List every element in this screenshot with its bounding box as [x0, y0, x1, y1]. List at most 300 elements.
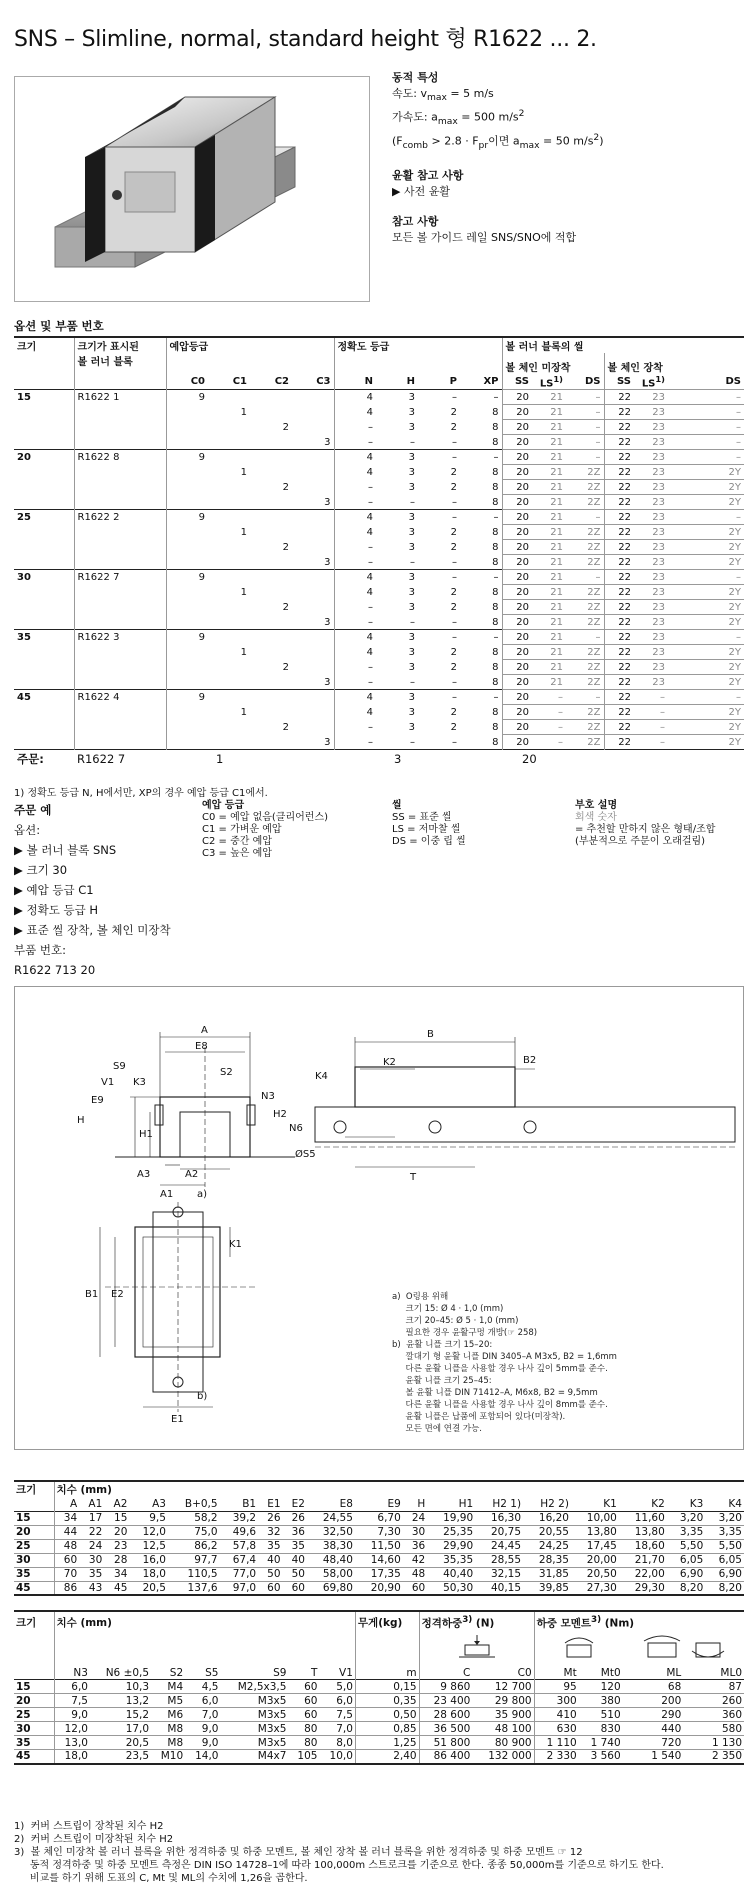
- value-cell: 20: [502, 540, 532, 555]
- value-cell: 38,30: [322, 1540, 353, 1552]
- value-cell: 60: [304, 1680, 318, 1693]
- value-cell: 8: [492, 421, 499, 433]
- value-cell: 1: [240, 406, 247, 418]
- part-number: R1622 713 20: [14, 963, 96, 977]
- value-cell: 22: [604, 690, 634, 705]
- note-heading: 참고 사항: [392, 214, 439, 228]
- value-cell: [208, 615, 250, 630]
- dim-E9: E9: [91, 1095, 104, 1106]
- value-cell: 32: [267, 1526, 281, 1538]
- value-cell: 3: [324, 436, 331, 448]
- part-cell: R1622 1: [74, 390, 166, 405]
- value-cell: 20: [502, 420, 532, 435]
- value-cell: 9,0: [201, 1736, 219, 1749]
- value-cell: M4: [167, 1680, 184, 1693]
- value-cell: 97,0: [232, 1581, 257, 1594]
- value-cell: 7,30: [377, 1526, 401, 1538]
- value-cell: M3x5: [257, 1736, 287, 1749]
- value-cell: 8,20: [679, 1581, 704, 1594]
- part-cell: [74, 645, 166, 660]
- value-cell: 29,90: [443, 1540, 474, 1552]
- value-cell: 380: [600, 1694, 621, 1707]
- value-cell: 9,0: [201, 1722, 219, 1735]
- value-cell: 21: [532, 465, 566, 480]
- value-cell: 8: [492, 481, 499, 493]
- value-cell: 2Y: [668, 495, 744, 510]
- value-cell: –: [334, 435, 376, 450]
- table-row: [14, 390, 744, 405]
- dynamics-heading: 동적 특성: [392, 71, 439, 84]
- value-cell: 8: [492, 496, 499, 508]
- table-row: [14, 735, 744, 750]
- value-cell: 48,40: [322, 1554, 353, 1566]
- part-cell: [74, 615, 166, 630]
- value-cell: 24,55: [322, 1512, 353, 1524]
- dim-H: H: [77, 1115, 85, 1126]
- value-cell: 11,50: [370, 1540, 401, 1552]
- size-cell: [14, 555, 74, 570]
- value-cell: 440: [661, 1722, 682, 1735]
- value-cell: 23: [634, 435, 668, 450]
- table-row: [14, 1581, 744, 1595]
- value-cell: 42: [411, 1554, 426, 1566]
- size-cell: [14, 495, 74, 510]
- value-cell: 21: [532, 600, 566, 615]
- value-cell: 1 110: [534, 1736, 579, 1750]
- value-cell: 2: [450, 661, 457, 673]
- front-view: [115, 1032, 295, 1187]
- value-cell: 21: [532, 450, 566, 465]
- value-cell: 20: [502, 705, 532, 720]
- value-cell: 1: [240, 646, 247, 658]
- value-cell: 15: [114, 1512, 128, 1524]
- value-cell: –: [493, 632, 499, 644]
- value-cell: 21: [532, 585, 566, 600]
- value-cell: 95: [534, 1680, 579, 1694]
- value-cell: 50,30: [443, 1581, 474, 1594]
- value-cell: 2Y: [668, 660, 744, 675]
- specs-panel: [392, 70, 742, 246]
- value-cell: 2 350: [711, 1750, 742, 1763]
- value-cell: 20,5: [142, 1581, 166, 1594]
- drawing-note-line: 크기 15: Ø 4 · 1,0 (mm): [392, 1304, 504, 1314]
- value-cell: 22: [604, 585, 634, 600]
- value-cell: 21: [532, 510, 566, 525]
- value-cell: [208, 660, 250, 675]
- value-cell: [250, 465, 292, 480]
- value-cell: 300: [534, 1694, 579, 1708]
- table-row: [14, 690, 744, 705]
- subheader-cell: SS: [502, 374, 532, 390]
- value-cell: 3: [324, 676, 331, 688]
- value-cell: 4: [334, 525, 376, 540]
- value-cell: 22: [604, 465, 634, 480]
- size-cell: 35: [17, 632, 31, 644]
- value-cell: [208, 420, 250, 435]
- value-cell: 67,4: [232, 1554, 257, 1566]
- dim-A: A: [201, 1025, 208, 1036]
- part-cell: [74, 495, 166, 510]
- value-cell: –: [668, 690, 744, 705]
- load-header-cell: V1: [339, 1667, 353, 1679]
- value-cell: 18,0: [54, 1750, 90, 1764]
- part-number-label: 부품 번호:: [14, 943, 66, 957]
- dim-A2: A2: [185, 1169, 199, 1180]
- subheader-cell: P: [449, 376, 457, 388]
- value-cell: 3: [408, 421, 415, 433]
- table-row: [14, 1539, 744, 1553]
- technical-drawing: [14, 986, 744, 1450]
- subheader-cell: H: [406, 376, 415, 388]
- value-cell: 4: [334, 450, 376, 465]
- value-cell: 110,5: [187, 1568, 218, 1580]
- value-cell: 2Z: [566, 540, 604, 555]
- value-cell: 23: [114, 1540, 128, 1552]
- value-cell: 120: [600, 1680, 621, 1693]
- value-cell: [250, 390, 292, 405]
- value-cell: 25: [16, 1708, 31, 1721]
- value-cell: –: [452, 572, 457, 584]
- value-cell: –: [334, 540, 376, 555]
- value-cell: [250, 510, 292, 525]
- table-row: [14, 705, 744, 720]
- subheader-cell: C1: [232, 376, 247, 388]
- value-cell: 2Y: [668, 540, 744, 555]
- value-cell: 23: [634, 675, 668, 690]
- value-cell: [166, 495, 208, 510]
- value-cell: [292, 420, 334, 435]
- value-cell: [250, 675, 292, 690]
- load-header-cell: C: [419, 1667, 472, 1680]
- value-cell: 87: [728, 1680, 742, 1693]
- value-cell: M2,5x3,5: [237, 1680, 287, 1693]
- value-cell: 21: [532, 570, 566, 585]
- value-cell: 720: [661, 1736, 682, 1749]
- value-cell: 2: [282, 481, 289, 493]
- value-cell: 22: [604, 645, 634, 660]
- value-cell: 23: [634, 405, 668, 420]
- triangle-bullet-icon: ▶: [14, 903, 27, 917]
- value-cell: –: [493, 572, 499, 584]
- value-cell: 20: [502, 525, 532, 540]
- part-cell: [74, 465, 166, 480]
- list-item: ▶ 정확도 등급 H: [14, 903, 99, 917]
- dim-N6: N6: [289, 1123, 303, 1134]
- options-label: 옵션:: [14, 823, 41, 837]
- value-cell: 2Y: [668, 480, 744, 495]
- dim-S5: ØS5: [295, 1149, 316, 1160]
- value-cell: 24,45: [490, 1540, 522, 1552]
- value-cell: 70: [54, 1567, 79, 1581]
- value-cell: [208, 495, 250, 510]
- part-cell: R1622 3: [74, 630, 166, 645]
- value-cell: 23: [634, 540, 668, 555]
- value-cell: [250, 690, 292, 705]
- value-cell: 49,6: [232, 1526, 257, 1538]
- size-cell: 20: [17, 452, 31, 464]
- value-cell: 3: [408, 452, 415, 464]
- value-cell: 2: [450, 406, 457, 418]
- value-cell: 69,80: [322, 1581, 353, 1594]
- value-cell: 12,0: [142, 1526, 166, 1538]
- dim-V1: V1: [101, 1077, 115, 1088]
- value-cell: 23: [634, 465, 668, 480]
- part-cell: [74, 735, 166, 750]
- value-cell: –: [668, 405, 744, 420]
- value-cell: 580: [721, 1722, 742, 1735]
- value-cell: [250, 525, 292, 540]
- value-cell: 2: [450, 481, 457, 493]
- value-cell: 3,20: [718, 1512, 742, 1524]
- options-table: [14, 336, 744, 768]
- value-cell: –: [532, 720, 566, 735]
- drawing-note-line: 깔대기 형 윤활 니플 DIN 3405–A M3x5, B2 = 1,6mm: [392, 1352, 617, 1362]
- value-cell: 20: [502, 390, 532, 405]
- value-cell: 6,70: [377, 1512, 401, 1524]
- part-cell: [74, 420, 166, 435]
- col-size: 크기: [17, 342, 37, 353]
- part-cell: R1622 2: [74, 510, 166, 525]
- value-cell: –: [334, 420, 376, 435]
- value-cell: 2: [450, 421, 457, 433]
- value-cell: –: [493, 452, 499, 464]
- subheader-cell: LS$^{1)}$: [641, 374, 665, 390]
- value-cell: 20: [502, 495, 532, 510]
- value-cell: 23: [634, 660, 668, 675]
- value-cell: 29,30: [634, 1581, 665, 1594]
- value-cell: 25: [16, 1540, 31, 1552]
- value-cell: [208, 630, 250, 645]
- value-cell: 86,2: [194, 1540, 218, 1552]
- value-cell: 3 560: [590, 1750, 621, 1763]
- value-cell: 7,5: [336, 1708, 353, 1721]
- symbol-legend: 부호 설명 회색 숫자 = 추천할 만하지 않은 형태/조합 (부분적으로 주문이 오래걸림): [575, 800, 716, 847]
- value-cell: 44: [54, 1525, 79, 1539]
- order-seal: 20: [522, 752, 537, 767]
- value-cell: [208, 570, 250, 585]
- options-title: 옵션 및 부품 번호: [14, 319, 104, 333]
- value-cell: 2Z: [566, 480, 604, 495]
- value-cell: 75,0: [194, 1526, 218, 1538]
- table-row: [14, 495, 744, 510]
- value-cell: –: [668, 630, 744, 645]
- dim-header-cell: A: [54, 1497, 79, 1511]
- value-cell: –: [452, 512, 457, 524]
- order-accuracy: 3: [394, 752, 402, 767]
- value-cell: 15: [16, 1680, 31, 1693]
- order-label: 주문:: [17, 752, 44, 767]
- table-row: [14, 1567, 744, 1581]
- table-row: [14, 660, 744, 675]
- value-cell: 43: [88, 1581, 103, 1594]
- value-cell: –: [634, 735, 668, 750]
- value-cell: 8: [492, 601, 499, 613]
- value-cell: 68: [667, 1680, 682, 1693]
- value-cell: [208, 600, 250, 615]
- value-cell: 21: [532, 630, 566, 645]
- value-cell: [292, 510, 334, 525]
- dim-header-cell: H1: [458, 1497, 474, 1510]
- value-cell: –: [452, 392, 457, 404]
- value-cell: –: [566, 405, 604, 420]
- value-cell: 45: [16, 1750, 31, 1763]
- value-cell: 2: [450, 721, 457, 733]
- size-cell: 45: [17, 692, 31, 704]
- value-cell: 86: [54, 1581, 79, 1595]
- value-cell: 4: [334, 510, 376, 525]
- value-cell: 2Z: [566, 525, 604, 540]
- footnote-line: 2) 커버 스트립이 미장착된 치수 H2: [14, 1834, 174, 1845]
- value-cell: [250, 570, 292, 585]
- value-cell: –: [566, 690, 604, 705]
- value-cell: [208, 450, 250, 465]
- value-cell: 23: [634, 495, 668, 510]
- value-cell: 21: [532, 480, 566, 495]
- value-cell: –: [410, 676, 415, 688]
- dimensions-table-1: 크기 치수 (mm) A A1 A2 A3 B+0,5 B1 E1 E2 E8 E9 H H1 H2 1) H2 2) K1 K2 K3 K4 15 34 17 15 9,5 58,2 39,2 26 26 24,55 6,70 24 19,90 16,30 16,20 10,00 11,60 3,20 3,20 20 44 22 20 12,0 75,0 49,6 32 36 32,50 7,30 30 25,35 20,75 20,55 13,80 13,80 3,35 3,35 25 48 24 23 12,5 86,2 57,8 35 35 38,30 11,50 36 29,90 24,45 24,25 17,45 18,60 5,50 5,50 30 60 30 28 16,0 97,7 67,4 40 40 48,40 14,60 42 35,35 28,55 28,35 20,00 21,70 6,05 6,05 35 70 35 34 18,0 110,5 77,0 50 50 58,00 17,35 48 40,40 32,15 31,85 20,50 22,00 6,90 6,90 45 86 43 45 20,5 137,6 97,0 60 60 69,80 20,90 60 50,30 40,15 39,85 27,30 29,30 8,20 8,20: [14, 1480, 744, 1596]
- value-cell: 22: [604, 495, 634, 510]
- value-cell: 21: [532, 390, 566, 405]
- drawing-note-line: b) 윤활 니플 크기 15–20:: [392, 1340, 493, 1350]
- order-part: R1622 7: [77, 752, 126, 767]
- value-cell: [166, 615, 208, 630]
- value-cell: –: [634, 720, 668, 735]
- dim-A1: A1: [160, 1189, 174, 1200]
- value-cell: 23: [634, 420, 668, 435]
- value-cell: 57,8: [232, 1540, 257, 1552]
- value-cell: 40: [267, 1554, 281, 1566]
- seal-legend: 씰 SS = 표준 씰 LS = 저마찰 씰 DS = 이중 립 씰: [392, 800, 466, 847]
- dim-header-cell: B1: [242, 1497, 257, 1510]
- value-cell: –: [334, 495, 376, 510]
- value-cell: 35: [16, 1736, 31, 1749]
- value-cell: 20: [502, 675, 532, 690]
- table-cell: [14, 1667, 54, 1680]
- triangle-bullet-icon: ▶: [392, 184, 404, 198]
- col-seals: 볼 러너 블록의 씰: [502, 337, 744, 353]
- value-cell: 4: [334, 585, 376, 600]
- moment-l-icon: [623, 1633, 744, 1667]
- value-cell: M5: [167, 1694, 184, 1707]
- value-cell: 1: [240, 706, 247, 718]
- value-cell: M3x5: [257, 1708, 287, 1721]
- value-cell: [166, 645, 208, 660]
- value-cell: [166, 705, 208, 720]
- value-cell: 3: [408, 392, 415, 404]
- value-cell: 12,5: [142, 1540, 166, 1552]
- value-cell: 4: [334, 705, 376, 720]
- value-cell: [208, 540, 250, 555]
- dim-H2: H2: [273, 1109, 287, 1120]
- value-cell: 6,0: [54, 1680, 90, 1694]
- value-cell: 36: [291, 1526, 305, 1538]
- value-cell: 132 000: [488, 1750, 532, 1763]
- value-cell: [292, 405, 334, 420]
- value-cell: [292, 525, 334, 540]
- value-cell: [166, 465, 208, 480]
- part-cell: [74, 585, 166, 600]
- dim-header-cell: K2: [651, 1497, 665, 1510]
- load-header-cell: ML0: [720, 1667, 742, 1679]
- value-cell: 1,25: [355, 1736, 419, 1750]
- load-header-cell: N6 ±0,5: [105, 1667, 150, 1679]
- value-cell: 36: [411, 1540, 426, 1552]
- value-cell: 20: [502, 570, 532, 585]
- triangle-bullet-icon: ▶: [14, 883, 27, 897]
- subheader-cell: DS: [584, 376, 601, 388]
- dim-E8: E8: [195, 1041, 208, 1052]
- value-cell: 2: [282, 721, 289, 733]
- value-cell: 9,5: [149, 1512, 166, 1524]
- value-cell: 20: [502, 435, 532, 450]
- value-cell: 20: [502, 600, 532, 615]
- table-row: [14, 645, 744, 660]
- table-row: [14, 1736, 744, 1750]
- value-cell: 23: [634, 615, 668, 630]
- value-cell: [208, 480, 250, 495]
- value-cell: [250, 705, 292, 720]
- value-cell: –: [334, 600, 376, 615]
- value-cell: 4: [334, 690, 376, 705]
- value-cell: 35: [16, 1568, 31, 1580]
- value-cell: 8: [492, 721, 499, 733]
- triangle-bullet-icon: ▶: [14, 863, 27, 877]
- value-cell: 25,35: [443, 1526, 474, 1538]
- value-cell: 3,35: [718, 1526, 742, 1538]
- value-cell: –: [566, 420, 604, 435]
- value-cell: 35 900: [494, 1708, 532, 1721]
- value-cell: 2Y: [668, 525, 744, 540]
- table-row: [14, 435, 744, 450]
- size-cell: [14, 585, 74, 600]
- order-example: [14, 800, 194, 980]
- value-cell: 60: [411, 1581, 426, 1594]
- drawing-note-line: 다른 윤활 니플을 사용할 경우 나사 깊이 8mm를 준수.: [392, 1400, 608, 1410]
- value-cell: 2,40: [355, 1750, 419, 1764]
- part-cell: [74, 405, 166, 420]
- value-cell: 4: [334, 405, 376, 420]
- static-load-icon: [419, 1633, 534, 1667]
- table-row: [14, 420, 744, 435]
- size-cell: 15: [17, 392, 31, 404]
- value-cell: 23: [634, 525, 668, 540]
- value-cell: 4: [334, 465, 376, 480]
- subheader-cell: N: [334, 374, 376, 390]
- value-cell: –: [452, 632, 457, 644]
- dim-S9: S9: [113, 1061, 126, 1072]
- value-cell: –: [532, 705, 566, 720]
- value-cell: 13,0: [54, 1736, 90, 1750]
- value-cell: [292, 585, 334, 600]
- size-cell: [14, 540, 74, 555]
- moment-t-icon: [534, 1633, 623, 1667]
- value-cell: 510: [600, 1708, 621, 1721]
- value-cell: 2Y: [668, 555, 744, 570]
- value-cell: 20: [502, 585, 532, 600]
- value-cell: 22: [604, 540, 634, 555]
- value-cell: 2Z: [566, 600, 604, 615]
- value-cell: [166, 660, 208, 675]
- value-cell: –: [668, 420, 744, 435]
- table-row: [14, 1722, 744, 1736]
- load-header-cell: S2: [169, 1667, 184, 1679]
- value-cell: 8: [492, 676, 499, 688]
- value-cell: 21: [532, 645, 566, 660]
- value-cell: 2Z: [566, 555, 604, 570]
- order-preload: 1: [216, 752, 224, 767]
- value-cell: M4x7: [257, 1750, 287, 1763]
- value-cell: 22: [604, 735, 634, 750]
